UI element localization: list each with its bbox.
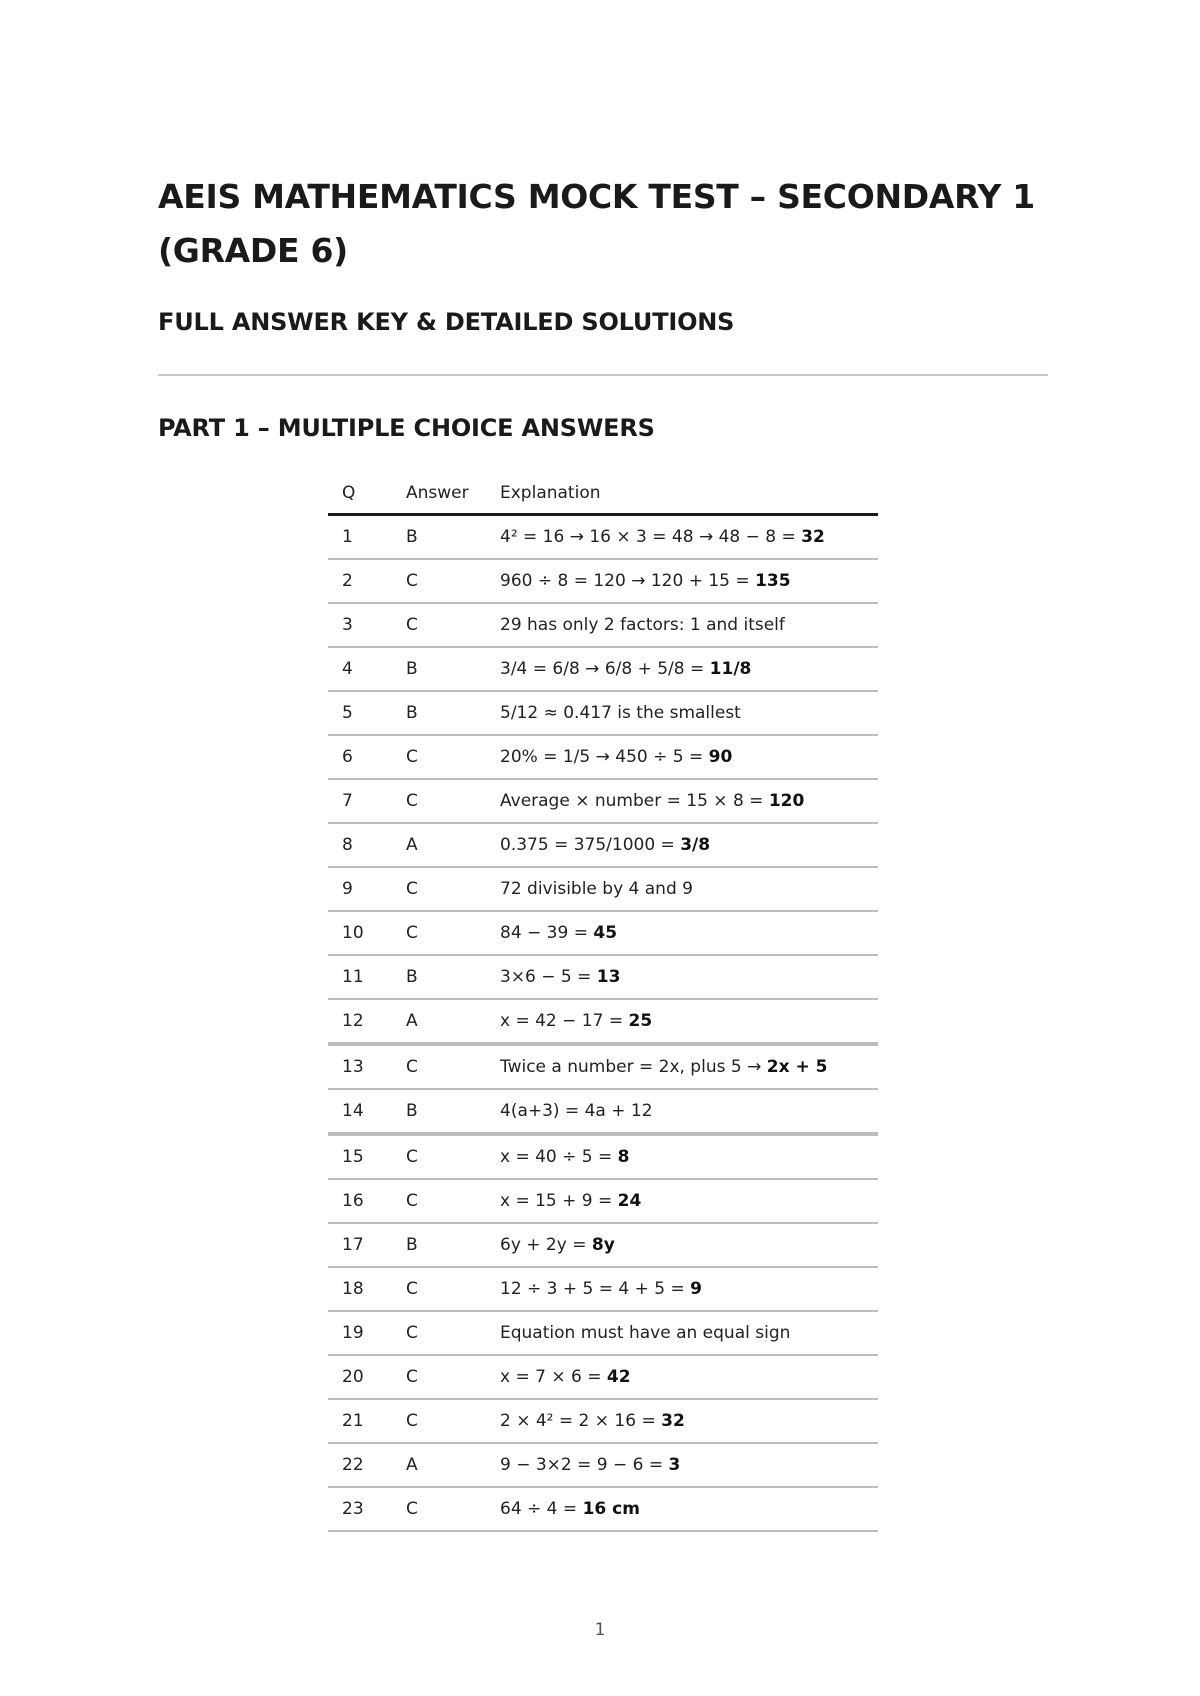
row-answer: C xyxy=(392,1355,486,1399)
explanation-text: 0.375 = 375/1000 = xyxy=(500,835,681,855)
table-row xyxy=(328,1223,878,1267)
table-row xyxy=(328,867,878,911)
explanation-text: 64 ÷ 4 = xyxy=(500,1499,583,1519)
row-question-number: 2 xyxy=(328,559,392,603)
row-answer: C xyxy=(392,1267,486,1311)
row-answer: C xyxy=(392,1311,486,1355)
row-explanation xyxy=(486,1399,878,1443)
row-question-number: 1 xyxy=(328,515,392,560)
row-explanation xyxy=(486,1355,878,1399)
row-explanation xyxy=(486,867,878,911)
explanation-text: 12 ÷ 3 + 5 = 4 + 5 = xyxy=(500,1279,691,1299)
table-row xyxy=(328,1179,878,1223)
explanation-text: 960 ÷ 8 = 120 → 120 + 15 = xyxy=(500,571,756,591)
row-question-number: 23 xyxy=(328,1487,392,1531)
row-question-number: 22 xyxy=(328,1443,392,1487)
row-question-number: 11 xyxy=(328,955,392,999)
row-answer: A xyxy=(392,999,486,1044)
table-row xyxy=(328,1089,878,1134)
explanation-result: 25 xyxy=(628,1011,653,1031)
row-answer: B xyxy=(392,955,486,999)
explanation-text: 72 divisible by 4 and 9 xyxy=(500,879,693,899)
explanation-result: 32 xyxy=(801,527,825,547)
explanation-result: 8y xyxy=(591,1235,615,1255)
row-explanation xyxy=(486,1267,878,1311)
table-row xyxy=(328,1311,878,1355)
table-row xyxy=(328,911,878,955)
explanation-result: 2x + 5 xyxy=(766,1057,828,1077)
document-subtitle: FULL ANSWER KEY & DETAILED SOLUTIONS xyxy=(158,308,735,336)
table-row xyxy=(328,1355,878,1399)
explanation-text: 6y + 2y = xyxy=(500,1235,592,1255)
explanation-result: 42 xyxy=(606,1367,631,1387)
row-explanation xyxy=(486,559,878,603)
section-heading: PART 1 – MULTIPLE CHOICE ANSWERS xyxy=(158,414,655,442)
row-explanation xyxy=(486,1089,878,1134)
row-answer: C xyxy=(392,1044,486,1089)
explanation-result: 3/8 xyxy=(680,835,711,855)
explanation-text: 4(a+3) = 4a + 12 xyxy=(500,1101,653,1121)
row-answer: A xyxy=(392,823,486,867)
row-answer: C xyxy=(392,735,486,779)
row-answer: C xyxy=(392,1179,486,1223)
table-row xyxy=(328,515,878,560)
row-answer: C xyxy=(392,603,486,647)
row-question-number: 13 xyxy=(328,1044,392,1089)
row-explanation xyxy=(486,603,878,647)
row-answer: C xyxy=(392,1399,486,1443)
table-row xyxy=(328,735,878,779)
row-answer: C xyxy=(392,867,486,911)
explanation-text: x = 15 + 9 = xyxy=(500,1191,618,1211)
row-question-number: 20 xyxy=(328,1355,392,1399)
table-row xyxy=(328,779,878,823)
row-explanation xyxy=(486,779,878,823)
table-row xyxy=(328,1487,878,1531)
explanation-result: 90 xyxy=(708,747,733,767)
explanation-text: Twice a number = 2x, plus 5 → xyxy=(500,1057,767,1077)
row-answer: A xyxy=(392,1443,486,1487)
explanation-result: 11/8 xyxy=(709,659,752,679)
table-row xyxy=(328,999,878,1044)
explanation-text: 9 − 3×2 = 9 − 6 = xyxy=(500,1455,669,1475)
table-row xyxy=(328,1399,878,1443)
row-question-number: 21 xyxy=(328,1399,392,1443)
row-question-number: 18 xyxy=(328,1267,392,1311)
table-row xyxy=(328,603,878,647)
answer-table-body xyxy=(328,515,878,1532)
header-explanation: Explanation xyxy=(486,473,878,515)
explanation-text: 3×6 − 5 = xyxy=(500,967,597,987)
row-answer: B xyxy=(392,647,486,691)
row-explanation xyxy=(486,647,878,691)
row-explanation xyxy=(486,691,878,735)
row-explanation xyxy=(486,1443,878,1487)
explanation-result: 16 cm xyxy=(582,1499,640,1519)
table-row xyxy=(328,1134,878,1179)
row-answer: B xyxy=(392,1223,486,1267)
row-explanation xyxy=(486,1223,878,1267)
row-explanation xyxy=(486,999,878,1044)
table-row xyxy=(328,1044,878,1089)
explanation-result: 135 xyxy=(755,571,791,591)
row-answer: C xyxy=(392,779,486,823)
table-row xyxy=(328,1267,878,1311)
explanation-result: 13 xyxy=(596,967,621,987)
document-title: AEIS MATHEMATICS MOCK TEST – SECONDARY 1 (GRADE 6) xyxy=(158,177,1035,270)
answer-table xyxy=(328,473,878,1532)
row-explanation xyxy=(486,911,878,955)
row-question-number: 17 xyxy=(328,1223,392,1267)
explanation-text: 5/12 ≈ 0.417 is the smallest xyxy=(500,703,741,723)
table-row xyxy=(328,955,878,999)
explanation-text: Equation must have an equal sign xyxy=(500,1323,791,1343)
explanation-result: 3 xyxy=(668,1455,681,1475)
table-header-row xyxy=(328,473,878,515)
row-explanation xyxy=(486,955,878,999)
header-answer: Answer xyxy=(392,473,486,515)
table-row xyxy=(328,559,878,603)
row-explanation xyxy=(486,1311,878,1355)
explanation-text: 4² = 16 → 16 × 3 = 48 → 48 − 8 = xyxy=(500,527,802,547)
horizontal-divider xyxy=(158,374,1048,376)
row-question-number: 19 xyxy=(328,1311,392,1355)
row-question-number: 4 xyxy=(328,647,392,691)
explanation-text: Average × number = 15 × 8 = xyxy=(500,791,769,811)
explanation-text: 3/4 = 6/8 → 6/8 + 5/8 = xyxy=(500,659,710,679)
row-question-number: 8 xyxy=(328,823,392,867)
row-question-number: 6 xyxy=(328,735,392,779)
row-explanation xyxy=(486,1134,878,1179)
row-question-number: 12 xyxy=(328,999,392,1044)
table-row xyxy=(328,823,878,867)
explanation-result: 32 xyxy=(661,1411,685,1431)
row-explanation xyxy=(486,1487,878,1531)
row-answer: C xyxy=(392,911,486,955)
explanation-text: 20% = 1/5 → 450 ÷ 5 = xyxy=(500,747,709,767)
row-question-number: 16 xyxy=(328,1179,392,1223)
row-question-number: 10 xyxy=(328,911,392,955)
row-question-number: 5 xyxy=(328,691,392,735)
row-explanation xyxy=(486,1044,878,1089)
row-question-number: 3 xyxy=(328,603,392,647)
header-q: Q xyxy=(328,473,392,515)
explanation-text: 2 × 4² = 2 × 16 = xyxy=(500,1411,662,1431)
row-answer: B xyxy=(392,691,486,735)
row-answer: B xyxy=(392,1089,486,1134)
explanation-result: 45 xyxy=(593,923,618,943)
row-question-number: 14 xyxy=(328,1089,392,1134)
row-explanation xyxy=(486,1179,878,1223)
row-explanation xyxy=(486,735,878,779)
table-row xyxy=(328,691,878,735)
row-answer: C xyxy=(392,1134,486,1179)
table-row xyxy=(328,647,878,691)
explanation-text: 84 − 39 = xyxy=(500,923,594,943)
row-answer: C xyxy=(392,1487,486,1531)
row-answer: B xyxy=(392,515,486,560)
explanation-result: 8 xyxy=(617,1147,630,1167)
explanation-text: 29 has only 2 factors: 1 and itself xyxy=(500,615,785,635)
explanation-result: 120 xyxy=(768,791,805,811)
explanation-text: x = 40 ÷ 5 = xyxy=(500,1147,618,1167)
page-number: 1 xyxy=(594,1620,606,1640)
explanation-text: x = 42 − 17 = xyxy=(500,1011,629,1031)
explanation-text: x = 7 × 6 = xyxy=(500,1367,607,1387)
row-question-number: 7 xyxy=(328,779,392,823)
row-question-number: 15 xyxy=(328,1134,392,1179)
row-question-number: 9 xyxy=(328,867,392,911)
explanation-result: 24 xyxy=(617,1191,642,1211)
row-explanation xyxy=(486,823,878,867)
explanation-result: 9 xyxy=(690,1279,702,1299)
row-answer: C xyxy=(392,559,486,603)
table-row xyxy=(328,1443,878,1487)
row-explanation xyxy=(486,515,878,560)
